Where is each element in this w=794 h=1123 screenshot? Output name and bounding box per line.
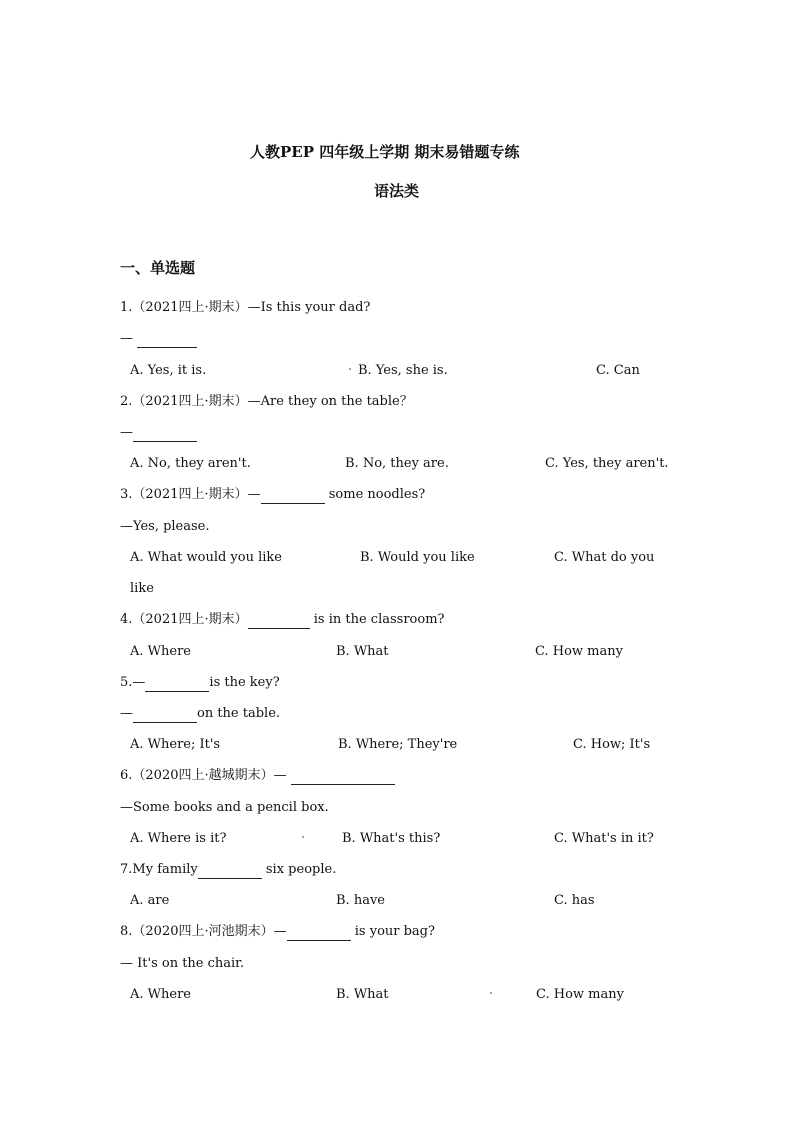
question-6-option-b[interactable]: B. What's this? bbox=[342, 831, 441, 846]
question-1-option-a[interactable]: A. Yes, it is. bbox=[130, 363, 207, 378]
question-4-option-c[interactable]: C. How many bbox=[535, 644, 623, 659]
question-7-option-c[interactable]: C. has bbox=[554, 893, 595, 908]
question-1-answer-line bbox=[120, 330, 197, 348]
question-8-suffix: is your bag? bbox=[350, 924, 435, 939]
question-8-reply: — It's on the chair. bbox=[120, 956, 245, 971]
question-1-option-c[interactable]: C. Can bbox=[596, 363, 640, 378]
question-5-option-a[interactable]: A. Where; It's bbox=[130, 737, 221, 752]
question-1-dash: — bbox=[120, 331, 138, 346]
answer-blank[interactable] bbox=[133, 427, 197, 442]
question-2-option-a[interactable]: A. No, they aren't. bbox=[130, 456, 251, 471]
question-4-suffix: is in the classroom? bbox=[309, 612, 445, 627]
question-1-option-b[interactable]: B. Yes, she is. bbox=[358, 363, 448, 378]
question-4-prefix: 4.（2021四上·期末） bbox=[120, 612, 248, 627]
question-8-option-a[interactable]: A. Where bbox=[130, 987, 191, 1002]
question-3-option-c[interactable]: C. What do you bbox=[554, 550, 655, 565]
answer-blank[interactable] bbox=[198, 864, 262, 879]
question-2-answer-line bbox=[120, 424, 197, 442]
section-heading: 一、单选题 bbox=[120, 259, 196, 277]
answer-blank[interactable] bbox=[287, 926, 351, 941]
question-2-dash: — bbox=[120, 425, 133, 440]
question-5-prefix-1: 5.— bbox=[120, 675, 146, 690]
question-1-stem: 1.（2021四上·期末）—Is this your dad? bbox=[120, 300, 371, 315]
question-7-option-b[interactable]: B. have bbox=[336, 893, 385, 908]
question-5-line-1 bbox=[120, 674, 280, 692]
question-5-option-b[interactable]: B. Where; They're bbox=[338, 737, 458, 752]
question-6-option-a[interactable]: A. Where is it? bbox=[130, 831, 227, 846]
question-7-option-a[interactable]: A. are bbox=[130, 893, 170, 908]
question-5-option-c[interactable]: C. How; It's bbox=[573, 737, 651, 752]
question-7-suffix: six people. bbox=[261, 862, 337, 877]
question-4-option-a[interactable]: A. Where bbox=[130, 644, 191, 659]
question-5-suffix-2: on the table. bbox=[197, 706, 281, 721]
question-6-prefix: 6.（2020四上·越城期末）— bbox=[120, 768, 291, 783]
question-5-suffix-1: is the key? bbox=[209, 675, 280, 690]
answer-blank[interactable] bbox=[248, 614, 310, 629]
question-3-reply: —Yes, please. bbox=[120, 519, 210, 534]
question-8-option-b[interactable]: B. What bbox=[336, 987, 389, 1002]
question-5-line-2 bbox=[120, 705, 280, 723]
answer-blank[interactable] bbox=[291, 770, 395, 785]
question-2-option-c[interactable]: C. Yes, they aren't. bbox=[545, 456, 669, 471]
question-6-option-c[interactable]: C. What's in it? bbox=[554, 831, 654, 846]
question-8-option-c[interactable]: C. How many bbox=[536, 987, 624, 1002]
answer-blank[interactable] bbox=[145, 677, 209, 692]
question-2-stem: 2.（2021四上·期末）—Are they on the table？ bbox=[120, 394, 413, 409]
question-3-suffix: some noodles? bbox=[324, 487, 426, 502]
question-8-prefix: 8.（2020四上·河池期末）— bbox=[120, 924, 287, 939]
question-3-prefix: 3.（2021四上·期末）— bbox=[120, 487, 261, 502]
stray-dot bbox=[349, 368, 351, 370]
question-8-stem bbox=[120, 923, 435, 941]
stray-dot bbox=[302, 836, 304, 838]
question-3-option-c-wrap: like bbox=[130, 581, 154, 596]
question-7-prefix: 7.My family bbox=[120, 862, 198, 877]
question-3-option-a[interactable]: A. What would you like bbox=[130, 550, 282, 565]
question-3-stem bbox=[120, 486, 425, 504]
answer-blank[interactable] bbox=[261, 489, 325, 504]
page-subtitle: 语法类 bbox=[374, 182, 420, 200]
question-6-stem bbox=[120, 767, 395, 785]
page-title: 人教PEP 四年级上学期 期末易错题专练 bbox=[250, 143, 520, 161]
question-2-option-b[interactable]: B. No, they are. bbox=[345, 456, 449, 471]
question-4-option-b[interactable]: B. What bbox=[336, 644, 389, 659]
question-3-option-b[interactable]: B. Would you like bbox=[360, 550, 475, 565]
answer-blank[interactable] bbox=[137, 333, 197, 348]
question-5-prefix-2: — bbox=[120, 706, 133, 721]
question-7-stem bbox=[120, 861, 336, 879]
answer-blank[interactable] bbox=[133, 708, 197, 723]
question-6-reply: —Some books and a pencil box. bbox=[120, 800, 329, 815]
question-4-stem bbox=[120, 611, 445, 629]
stray-dot bbox=[490, 992, 492, 994]
